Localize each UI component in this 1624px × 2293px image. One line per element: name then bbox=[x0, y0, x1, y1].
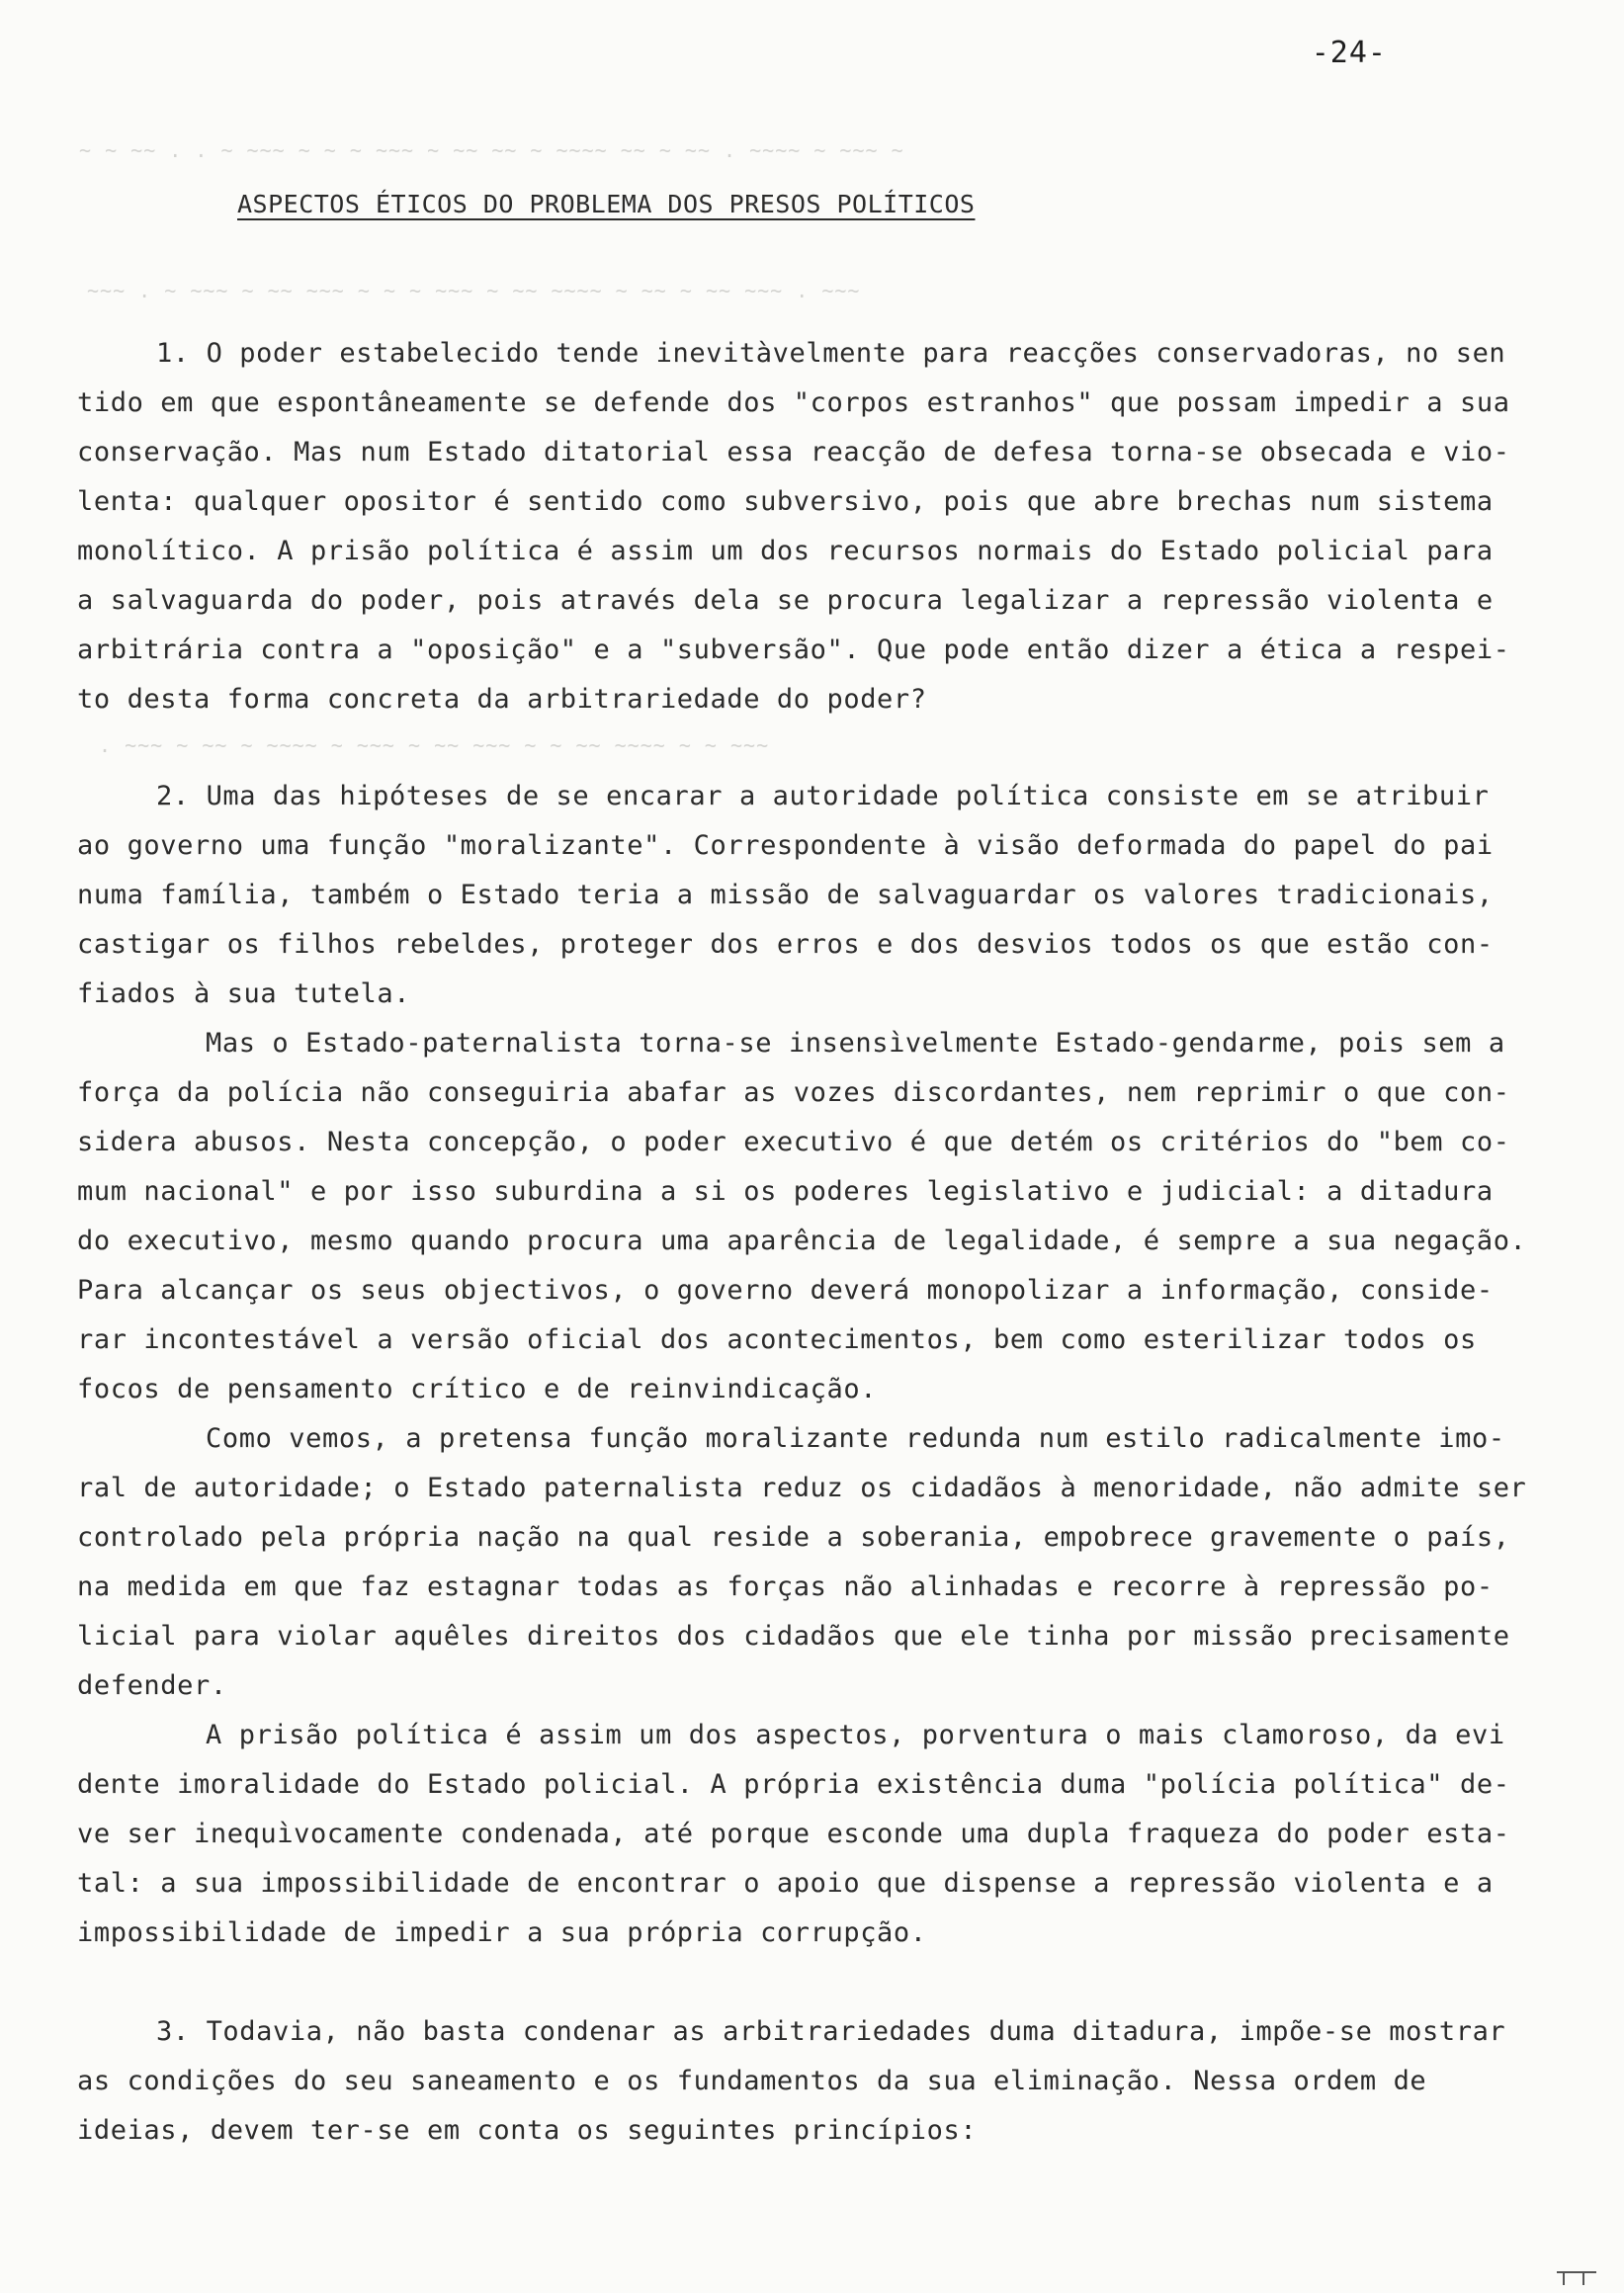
text-line: tido em que espontâneamente se defende dos "corpos estranhos" que possam impedir a sua bbox=[77, 387, 1510, 418]
text-line: ral de autoridade; o Estado paternalista reduz os cidadãos à menoridade, não admite ser bbox=[77, 1473, 1527, 1503]
text-line: lenta: qualquer opositor é sentido como subversivo, pois que abre brechas num sistema bbox=[77, 486, 1494, 517]
text-line: conservação. Mas num Estado ditatorial essa reacção de defesa torna-se obsecada e vio- bbox=[77, 437, 1510, 467]
text-line: 3. Todavia, não basta condenar as arbitrariedades duma ditadura, impõe-se mostrar bbox=[156, 2016, 1506, 2047]
text-line: sidera abusos. Nesta concepção, o poder executivo é que detém os critérios do "bem co- bbox=[77, 1127, 1510, 1157]
text-line: defender. bbox=[77, 1670, 227, 1701]
text-line: numa família, também o Estado teria a missão de salvaguardar os valores tradicionais, bbox=[77, 880, 1494, 910]
text-line: 2. Uma das hipóteses de se encarar a autoridade política consiste em se atribuir bbox=[156, 781, 1490, 811]
page-number: -24- bbox=[1311, 36, 1387, 70]
text-line: ve ser inequìvocamente condenada, até porque esconde uma dupla fraqueza do poder esta- bbox=[77, 1819, 1510, 1849]
text-line: castigar os filhos rebeldes, proteger dos erros e dos desvios todos os que estão con- bbox=[77, 929, 1494, 960]
text-line: as condições do seu saneamento e os fundamentos da sua eliminação. Nessa ordem de bbox=[77, 2066, 1427, 2096]
bleed-through-mark: . ~~~ ~ ~~ ~ ~~~~ ~ ~~~ ~ ~~ ~~~ ~ ~ ~~ ~~~~ ~ ~ ~~~ bbox=[99, 733, 770, 757]
text-line: tal: a sua impossibilidade de encontrar o apoio que dispense a repressão violenta e a bbox=[77, 1868, 1494, 1899]
text-line: do executivo, mesmo quando procura uma aparência de legalidade, é sempre a sua negação. bbox=[77, 1226, 1527, 1256]
text-line: na medida em que faz estagnar todas as forças não alinhadas e recorre à repressão po- bbox=[77, 1571, 1494, 1602]
text-line: a salvaguarda do poder, pois através dela se procura legalizar a repressão violenta e bbox=[77, 585, 1494, 616]
text-line: to desta forma concreta da arbitrariedade do poder? bbox=[77, 684, 927, 715]
text-line: 1. O poder estabelecido tende inevitàvelmente para reacções conservadoras, no sen bbox=[156, 338, 1506, 369]
text-line: Como vemos, a pretensa função moralizante redunda num estilo radicalmente imo- bbox=[206, 1423, 1505, 1454]
text-line: A prisão política é assim um dos aspectos, porventura o mais clamoroso, da evi bbox=[206, 1720, 1505, 1750]
text-line: rar incontestável a versão oficial dos acontecimentos, bem como esterilizar todos os bbox=[77, 1324, 1477, 1355]
text-line: focos de pensamento crítico e de reinvindicação. bbox=[77, 1374, 878, 1404]
corner-mark bbox=[1557, 2271, 1596, 2285]
text-line: fiados à sua tutela. bbox=[77, 978, 411, 1009]
text-line: força da polícia não conseguiria abafar as vozes discordantes, nem reprimir o que con- bbox=[77, 1077, 1510, 1108]
bleed-through-mark: ~~~ . ~ ~~~ ~ ~~ ~~~ ~ ~ ~ ~~~ ~ ~~ ~~~~ ~ ~~ ~ ~~ ~~~ . ~~~ bbox=[87, 279, 861, 302]
text-line: Mas o Estado-paternalista torna-se insensìvelmente Estado-gendarme, pois sem a bbox=[206, 1028, 1505, 1059]
text-line: monolítico. A prisão política é assim um dos recursos normais do Estado policial para bbox=[77, 536, 1494, 566]
text-line: ao governo uma função "moralizante". Correspondente à visão deformada do papel do pai bbox=[77, 830, 1494, 861]
text-line: impossibilidade de impedir a sua própria corrupção. bbox=[77, 1917, 927, 1948]
document-title: ASPECTOS ÉTICOS DO PROBLEMA DOS PRESOS POLÍTICOS bbox=[237, 190, 976, 218]
text-line: arbitrária contra a "oposição" e a "subversão". Que pode então dizer a ética a respei- bbox=[77, 635, 1510, 665]
text-line: dente imoralidade do Estado policial. A própria existência duma "polícia política" de- bbox=[77, 1769, 1510, 1800]
text-line: licial para violar aquêles direitos dos cidadãos que ele tinha por missão precisamente bbox=[77, 1621, 1510, 1652]
bleed-through-mark: ~ ~ ~~ . . ~ ~~~ ~ ~ ~ ~~~ ~ ~~ ~~ ~ ~~~~ ~~ ~ ~~ . ~~~~ ~ ~~~ ~ bbox=[79, 138, 904, 162]
text-line: mum nacional" e por isso suburdina a si os poderes legislativo e judicial: a ditadura bbox=[77, 1176, 1494, 1207]
text-line: ideias, devem ter-se em conta os seguintes princípios: bbox=[77, 2115, 978, 2146]
text-line: Para alcançar os seus objectivos, o governo deverá monopolizar a informação, conside- bbox=[77, 1275, 1494, 1306]
text-line: controlado pela própria nação na qual reside a soberania, empobrece gravemente o país, bbox=[77, 1522, 1510, 1553]
